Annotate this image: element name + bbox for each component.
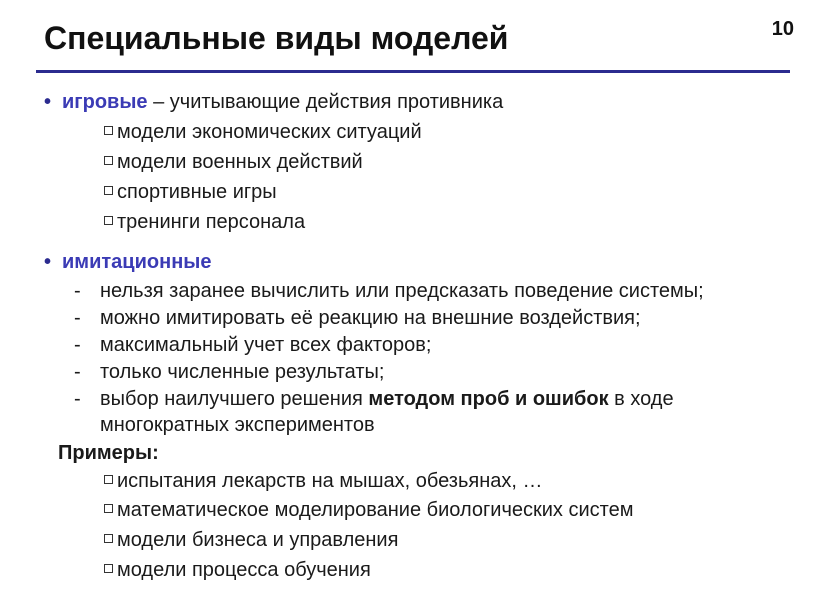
list-item: модели военных действий (104, 150, 363, 174)
slide-title: Специальные виды моделей (44, 20, 509, 56)
dash-marker: - (74, 388, 81, 410)
game-models-term: игровые (62, 91, 148, 113)
dash-marker: - (74, 280, 81, 302)
title-divider (36, 70, 790, 73)
list-item: - максимальный учет всех факторов; (74, 334, 432, 356)
game-models-definition: – учитывающие действия противника (147, 91, 504, 113)
simulation-models-bullet (44, 250, 211, 274)
emphasis-text: методом проб и ошибок (368, 388, 609, 410)
list-item: модели экономических ситуаций (104, 120, 422, 144)
list-item: - выбор наилучшего решения методом проб и ошибок в ходе (74, 388, 674, 410)
checkbox-square-icon (104, 504, 113, 513)
checkbox-square-icon (104, 564, 113, 573)
checkbox-square-icon (104, 534, 113, 543)
list-item: - можно имитировать её реакцию на внешние воздействия; (74, 307, 641, 329)
dash-marker: - (74, 361, 81, 383)
list-item: испытания лекарств на мышах, обезьянах, … (104, 469, 542, 493)
bullet-icon: • (44, 251, 52, 273)
checkbox-square-icon (104, 156, 113, 165)
dash-marker: - (74, 334, 81, 356)
checkbox-square-icon (104, 216, 113, 225)
list-item: тренинги персонала (104, 210, 305, 234)
bullet-icon: • (44, 91, 52, 113)
examples-heading: Примеры: (58, 442, 159, 464)
list-item: математическое моделирование биологических систем (104, 498, 633, 522)
slide-number: 10 (771, 18, 794, 40)
game-models-bullet (44, 90, 503, 114)
checkbox-square-icon (104, 475, 113, 484)
list-item: спортивные игры (104, 180, 277, 204)
dash-marker: - (74, 307, 81, 329)
list-item: - только численные результаты; (74, 361, 385, 383)
list-item: модели процесса обучения (104, 558, 371, 582)
list-item-continuation: многократных экспериментов (100, 414, 375, 436)
list-item: - нельзя заранее вычислить или предсказать поведение системы; (74, 280, 704, 302)
checkbox-square-icon (104, 126, 113, 135)
simulation-models-term: имитационные (62, 251, 212, 273)
checkbox-square-icon (104, 186, 113, 195)
list-item: модели бизнеса и управления (104, 528, 398, 552)
